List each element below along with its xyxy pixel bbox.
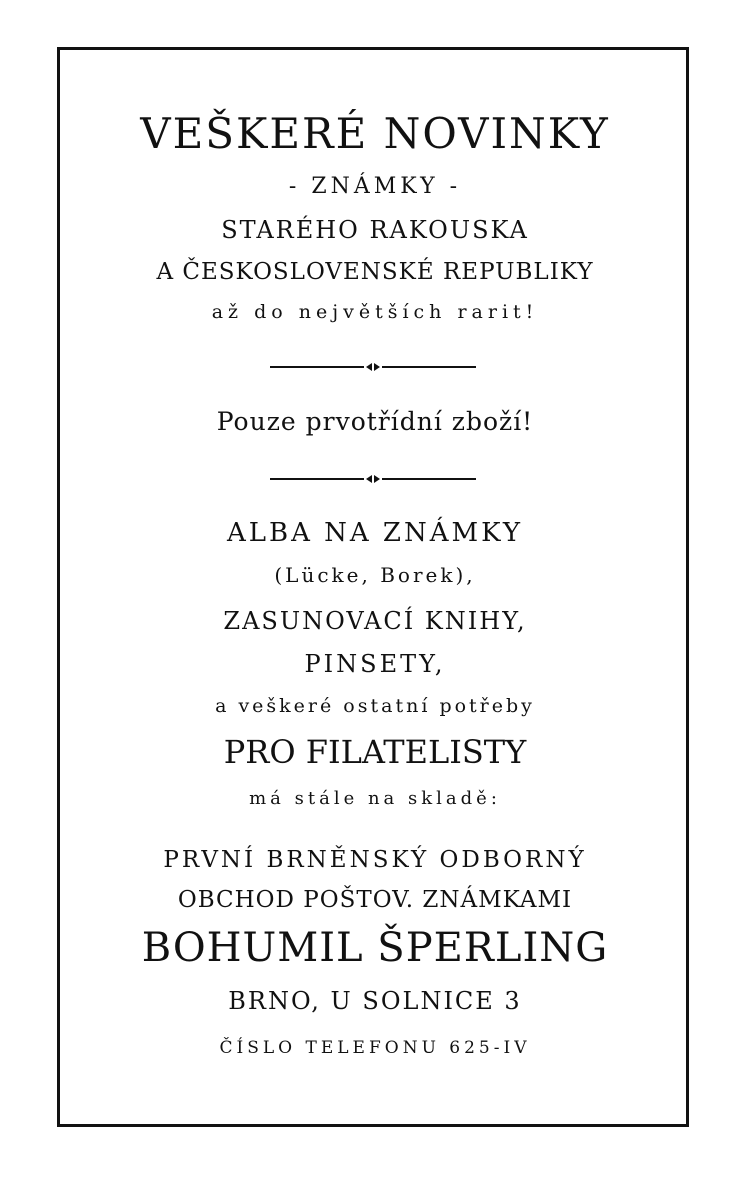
quality-statement: Pouze prvotřídní zboží! [216,407,534,436]
line-czechoslovak-republic: A ČESKOSLOVENSKÉ REPUBLIKY [156,259,594,285]
divider-ornament-icon [365,361,381,373]
line-stamp-albums: ALBA NA ZNÁMKY [226,518,524,548]
line-rarities: až do největších rarit! [211,301,539,323]
line-tweezers: PINSETY, [304,650,446,678]
shop-description-line1: PRVNÍ BRNĚNSKÝ ODBORNÝ [163,847,587,873]
line-in-stock: má stále na skladě: [249,788,501,809]
phone-number: ČÍSLO TELEFONU 625-IV [219,1038,531,1058]
subhead-stamps: - ZNÁMKY - [288,174,462,199]
ornamental-divider-bottom [270,473,476,485]
line-slide-in-books: ZASUNOVACÍ KNIHY, [223,607,527,635]
shop-description-line2: OBCHOD POŠTOV. ZNÁMKAMI [177,887,573,913]
headline: VEŠKERÉ NOVINKY [140,109,610,158]
owner-name: BOHUMIL ŠPERLING [141,925,609,971]
ornamental-divider-top [270,361,476,373]
line-old-austria: STARÉHO RAKOUSKA [221,216,529,244]
shop-address: BRNO, U SOLNICE 3 [228,987,522,1015]
line-for-philatelists: PRO FILATELISTY [223,733,527,771]
divider-ornament-icon [365,473,381,485]
line-brands: (Lücke, Borek), [274,563,476,587]
line-other-supplies: a veškeré ostatní potřeby [215,695,535,717]
